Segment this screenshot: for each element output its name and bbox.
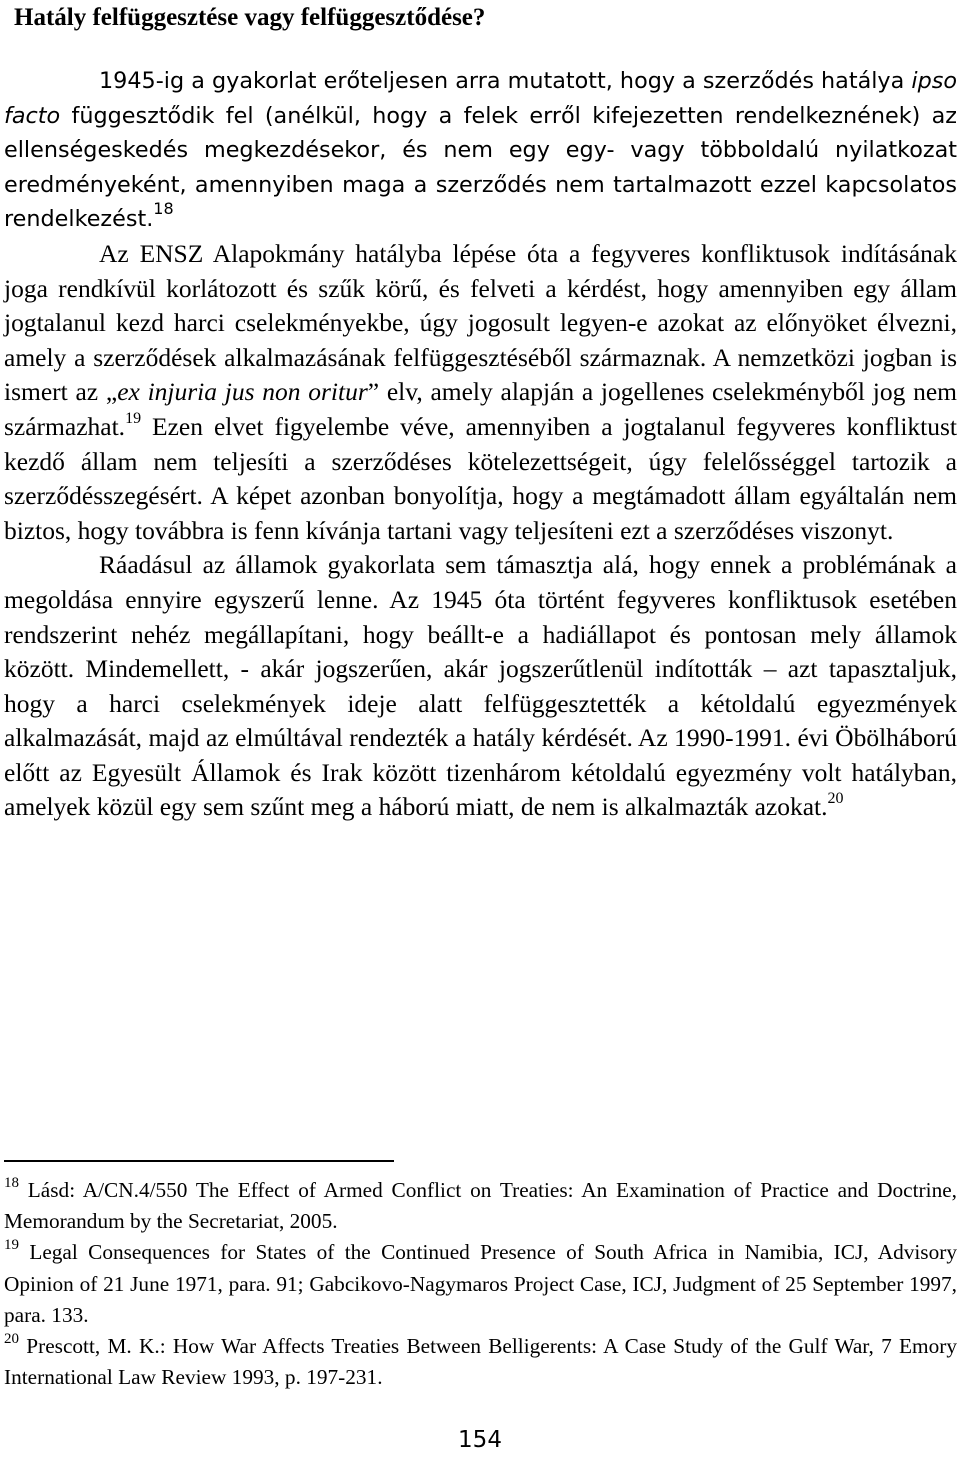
footnote-number: 19 <box>4 1237 19 1254</box>
footnote-number: 18 <box>4 1175 19 1191</box>
document-page <box>4 0 957 825</box>
footnote-18 <box>4 1175 957 1237</box>
footnote-number: 20 <box>4 1331 19 1348</box>
section-heading: Hatály felfüggesztése vagy felfüggesztődése? <box>14 4 486 31</box>
paragraph-2-text-c: Ezen elvet figyelembe véve, amennyiben a jogtalanul fegyveres konfliktust kezdő állam nem teljesíti a szerződéses kötelezettségeit, úgy felelősséggel tartozik a szerződésszegésért. A képet azonban bonyolítja, hogy a megtámadott állam egyáltalán nem biztos, hogy továbbra is fenn kívánja tartani vagy teljesíteni ezt a szerződéses viszonyt. <box>4 411 957 545</box>
paragraph-1 <box>4 64 957 237</box>
footnote-text: Legal Consequences for States of the Continued Presence of South Africa in Namibia, ICJ, Advisory Opinion of 21 June 1971, para. 91; Gabcikovo-Nagymaros Project Case, ICJ, Judgment of 25 September 1997, para. 133. <box>4 1240 957 1327</box>
paragraph-2-text-a: Az ENSZ Alapokmány hatályba lépése óta a fegyveres konfliktusok indításának joga rendkívül korlátozott és szűk körű, és felveti a kérdést, hogy amennyiben egy állam jogtalanul kezd harci cselekményekbe, úgy jogosult legyen-e azokat az előnyöket élvezni, amely a szerződések alkalmazásának felfüggesztéséből származnak. A nemzetközi jogban is ismert az „ <box>4 238 957 407</box>
footnotes <box>4 1175 957 1393</box>
footnote-separator <box>4 1160 394 1162</box>
paragraph-3-text: Ráadásul az államok gyakorlata sem támasztja alá, hogy ennek a problémának a megoldása ennyire egyszerű lenne. Az 1945 óta történt fegyveres konfliktusok esetében rendszerint nehéz megállapítani, hogy beállt-e a hadiállapot és pontosan mely államok között. Mindemellett, - akár jogszerűen, akár jogszerűtlenül indították – azt tapasztaljuk, hogy a harci cselekmények ideje alatt felfüggesztették a kétoldalú egyezmények alkalmazását, majd az elmúltával rendezték a hatály kérdését. Az 1990-1991. évi Öbölháború előtt az Egyesült Államok és Irak között tizenhárom kétoldalú egyezmény volt hatályban, amelyek közül egy sem szűnt meg a háború miatt, de nem is alkalmazták azokat. <box>4 550 957 822</box>
paragraph-2-latin-maxim: ex injuria jus non oritur <box>117 377 368 407</box>
paragraph-1-latin-term: ipso facto <box>4 68 957 129</box>
footnote-19 <box>4 1237 957 1331</box>
footnote-20 <box>4 1331 957 1393</box>
paragraph-3 <box>4 548 957 825</box>
paragraph-1-text-a: 1945-ig a gyakorlat erőteljesen arra mutatott, hogy a szerződés hatálya <box>99 68 912 94</box>
paragraph-2 <box>4 237 957 548</box>
footnote-text: Prescott, M. K.: How War Affects Treaties Between Belligerents: A Case Study of the Gulf War, 7 Emory International Law Review 1993, p. 197-231. <box>4 1334 957 1390</box>
footnote-text: Lásd: A/CN.4/550 The Effect of Armed Conflict on Treaties: An Examination of Practice and Doctrine, Memorandum by the Secretariat, 2005. <box>4 1178 957 1234</box>
footnote-ref-18[interactable]: 18 <box>153 199 174 219</box>
footnote-ref-20[interactable]: 20 <box>827 790 844 808</box>
paragraph-1-text-b: függesztődik fel (anélkül, hogy a felek erről kifejezetten rendelkeznének) az ellenségeskedés megkezdésekor, és nem egy egy- vagy többoldalú nyilatkozat eredményeként, amennyiben maga a szerződés nem tartalmazott ezzel kapcsolatos rendelkezést. <box>4 102 957 233</box>
paragraph-2-text-b: ” elv, amely alapján a jogellenes cselekményből jog nem származhat. <box>4 377 957 441</box>
footnote-ref-19[interactable]: 19 <box>125 409 142 427</box>
page-number: 154 <box>458 1427 502 1453</box>
